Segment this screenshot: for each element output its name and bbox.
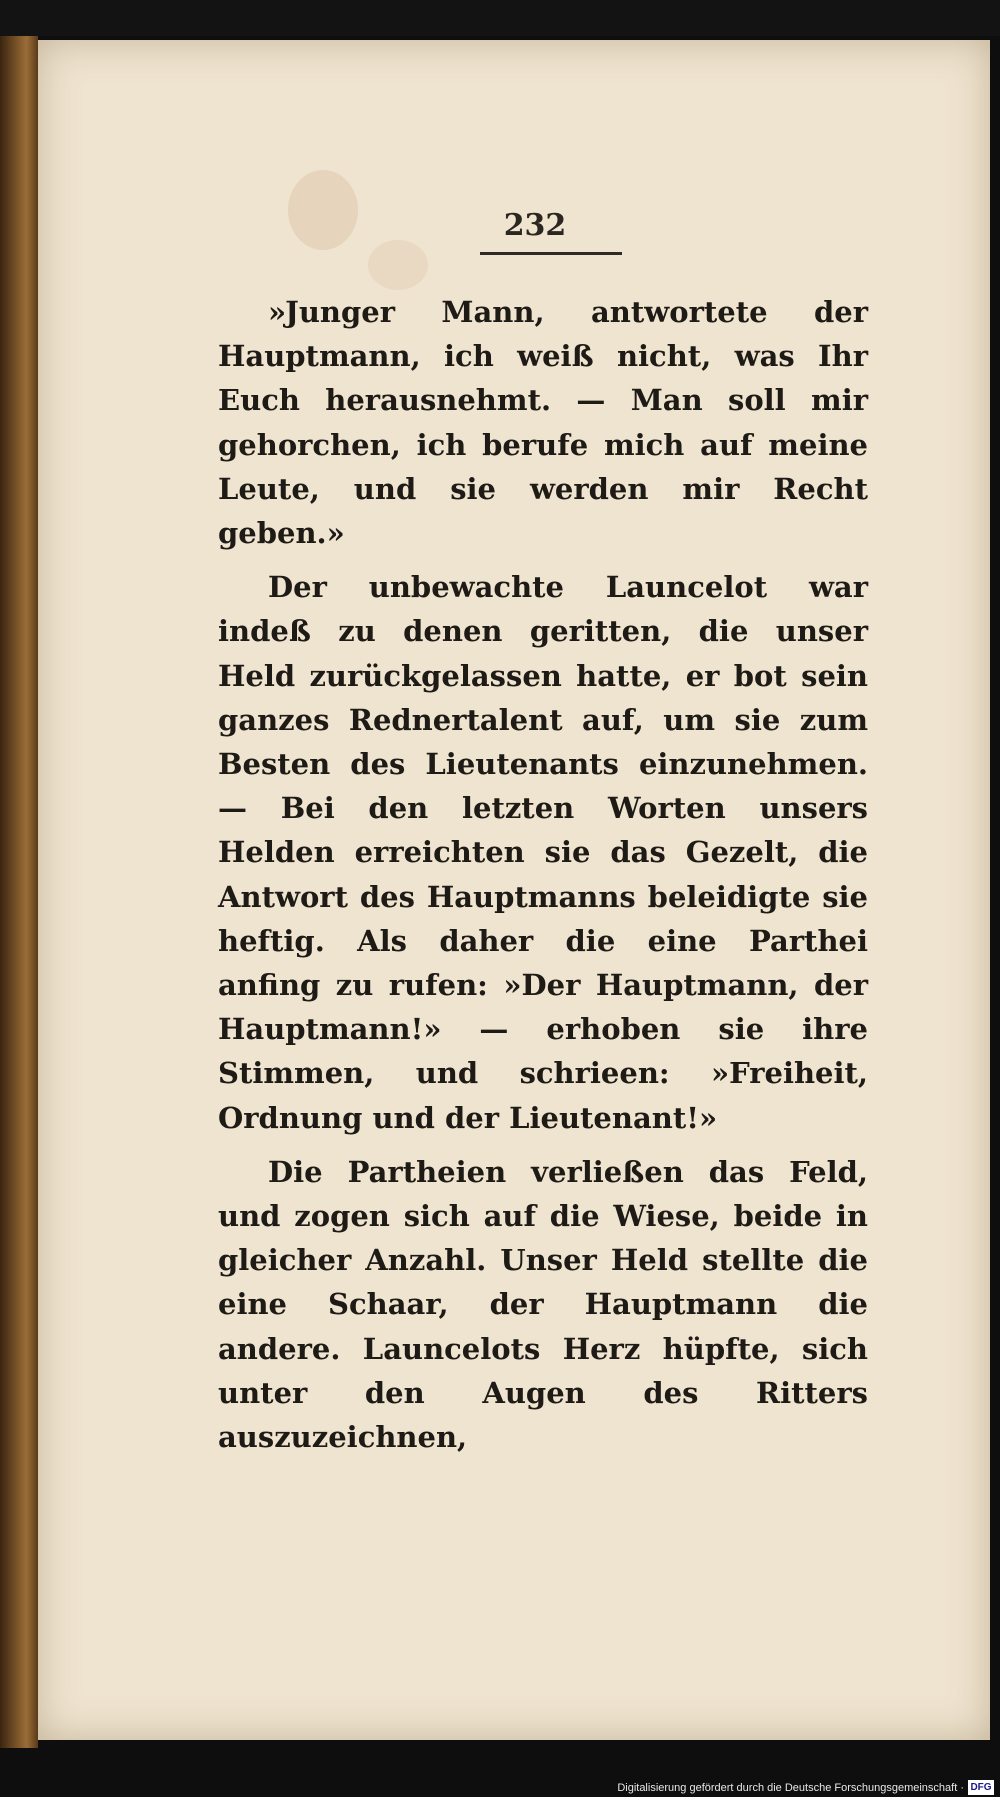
page-stain (368, 240, 428, 290)
dfg-logo: DFG (968, 1780, 994, 1795)
paragraph: »Junger Mann, antwortete der Hauptmann, ich weiß nicht, was Ihr Euch herausnehmt. — Man soll mir gehorchen, ich berufe mich auf meine Leute, und sie werden mir Recht geben.» (218, 295, 868, 551)
paragraph: Die Partheien verließen das Feld, und zogen sich auf die Wiese, beide in gleicher Anzahl. Unser Held stellte die eine Schaar, der Hauptmann die andere. Launcelots Herz hüpfte, sich unter den Augen des Ritters auszuzeichnen, (218, 1154, 868, 1455)
book-spine-edge (0, 36, 38, 1748)
page-stain (288, 170, 358, 250)
paragraph: Der unbewachte Launcelot war indeß zu denen geritten, die unser Held zurückgelassen hatte, er bot sein ganzes Rednertalent auf, um sie zum Besten des Lieutenants einzunehmen. — Bei den letzten Worten unsers Helden erreichten sie das Gezelt, die Antwort des Hauptmanns beleidigte sie heftig. Als daher die eine Parthei anfing zu rufen: »Der Hauptmann, der Hauptmann!» — erhoben sie ihre Stimmen, und schrieen: »Freiheit, Ordnung und der Lieutenant!» (218, 570, 868, 1135)
page-body-text (218, 290, 868, 1469)
digitization-credit: Digitalisierung gefördert durch die Deutsche Forschungsgemeinschaft · (617, 1782, 964, 1794)
header-rule (480, 252, 622, 255)
scan-top-edge (0, 0, 1000, 36)
page-number: 232 (503, 208, 567, 243)
